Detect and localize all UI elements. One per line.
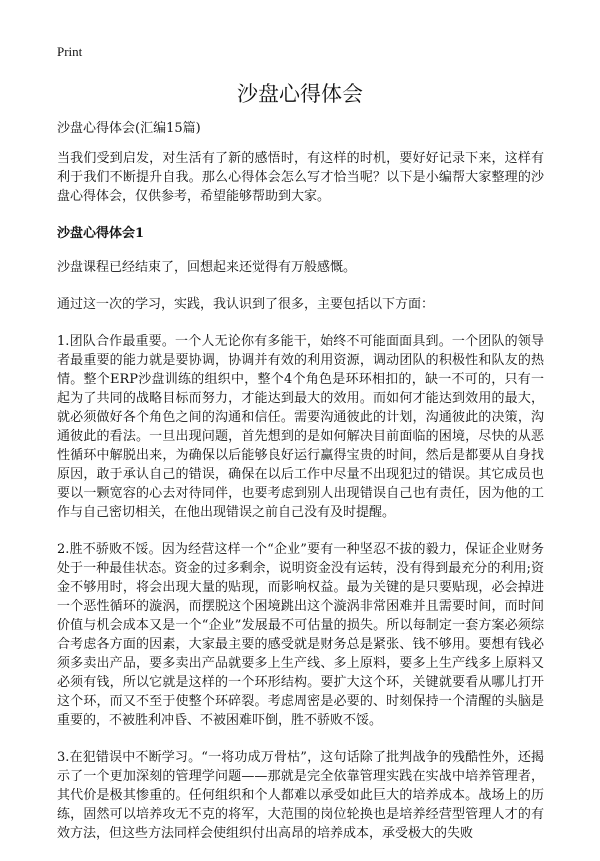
document-subtitle: 沙盘心得体会(汇编15篇) [57, 121, 201, 136]
intro-paragraph: 当我们受到启发，对生活有了新的感悟时，有这样的时机，要好好记录下来，这样有利于我们不断提升自我。那么心得体会怎么写才恰当呢？以下是小编帮大家整理的沙盘心得体会，仅供参考，希望能够帮助到大家。 [57, 151, 544, 204]
document-title: 沙盘心得体会 [237, 82, 363, 106]
print-label: Print [57, 44, 83, 59]
paragraph-opening: 沙盘课程已经结束了，回想起来还觉得有万般感慨。 [57, 260, 357, 275]
section-heading: 沙盘心得体会1 [57, 226, 145, 241]
paragraph-summary: 通过这一次的学习，实践，我认识到了很多，主要包括以下方面： [57, 297, 435, 312]
paragraph-teamwork: 1.团队合作最重要。一个人无论你有多能干，始终不可能面面具到。一个团队的领导者最重要的能力就是要协调，协调并有效的利用资源，调动团队的积极性和队友的热情。整个ERP沙盘训练的组织中，整个4个角色是环环相扣的，缺一不可的，只有一起为了共同的战略目标而努力，才能达到最大的效用。而如何才能达到效用的最大，就必须做好各个角色之间的沟通和信任。需要沟通彼此的计划，沟通彼此的决策，沟通彼此的看法。一旦出现问题，首先想到的是如何解决目前面临的困境，尽快的从恶性循环中解脱出来，为确保以后能够良好运行赢得宝贵的时间，然后是都要从自身找原因，敢于承认自己的错误，确保在以后工作中尽量不出现犯过的错误。其它成员也要以一颗宽容的心去对待同伴，也要考虑到别人出现错误自己也有责任，因为他的工作与自己密切相关，在他出现错误之前自己没有及时提醒。 [57, 334, 544, 520]
paragraph-perseverance: 2.胜不骄败不馁。因为经营这样一个“企业”要有一种坚忍不拔的毅力，保证企业财务处于一种最佳状态。资金的过多剩余，说明资金没有运转，没有得到最充分的利用;资金不够用时，将会出现大量的贴现，而影响权益。最为关键的是只要贴现，必会掉进一个恶性循环的漩涡，而摆脱这个困境跳出这个漩涡非常困难并且需要时间，而时间价值与机会成本又是一个“企业”发展最不可估量的损失。所以每制定一套方案必须综合考虑各方面的因素，大家最主要的感受就是财务总是紧张、钱不够用。要想有钱必须多卖出产品，要多卖出产品就要多上生产线、多上原料，要多上生产线多上原料又必须有钱，所以它就是这样的一个环形结构。要扩大这个环，关键就要看从哪儿打开这个环，而又不至于使整个环碎裂。考虑周密是必要的、时刻保持一个清醒的头脑是重要的，不被胜利冲昏、不被困难吓倒，胜不骄败不馁。 [57, 542, 544, 728]
document-body [57, 119, 544, 861]
paragraph-learning: 3.在犯错误中不断学习。“一将功成万骨枯”，这句话除了批判战争的残酷性外，还揭示了一个更加深刻的管理学问题——那就是完全依靠管理实践在实战中培养管理者，其代价是极其惨重的。任何组织和个人都难以承受如此巨大的培养成本。战场上的历练，固然可以培养攻无不克的将军，大范围的岗位轮换也是培养经营型管理人才的有效方法，但这些方法同样会使组织付出高昂的培养成本，承受极大的失败 [57, 750, 544, 841]
